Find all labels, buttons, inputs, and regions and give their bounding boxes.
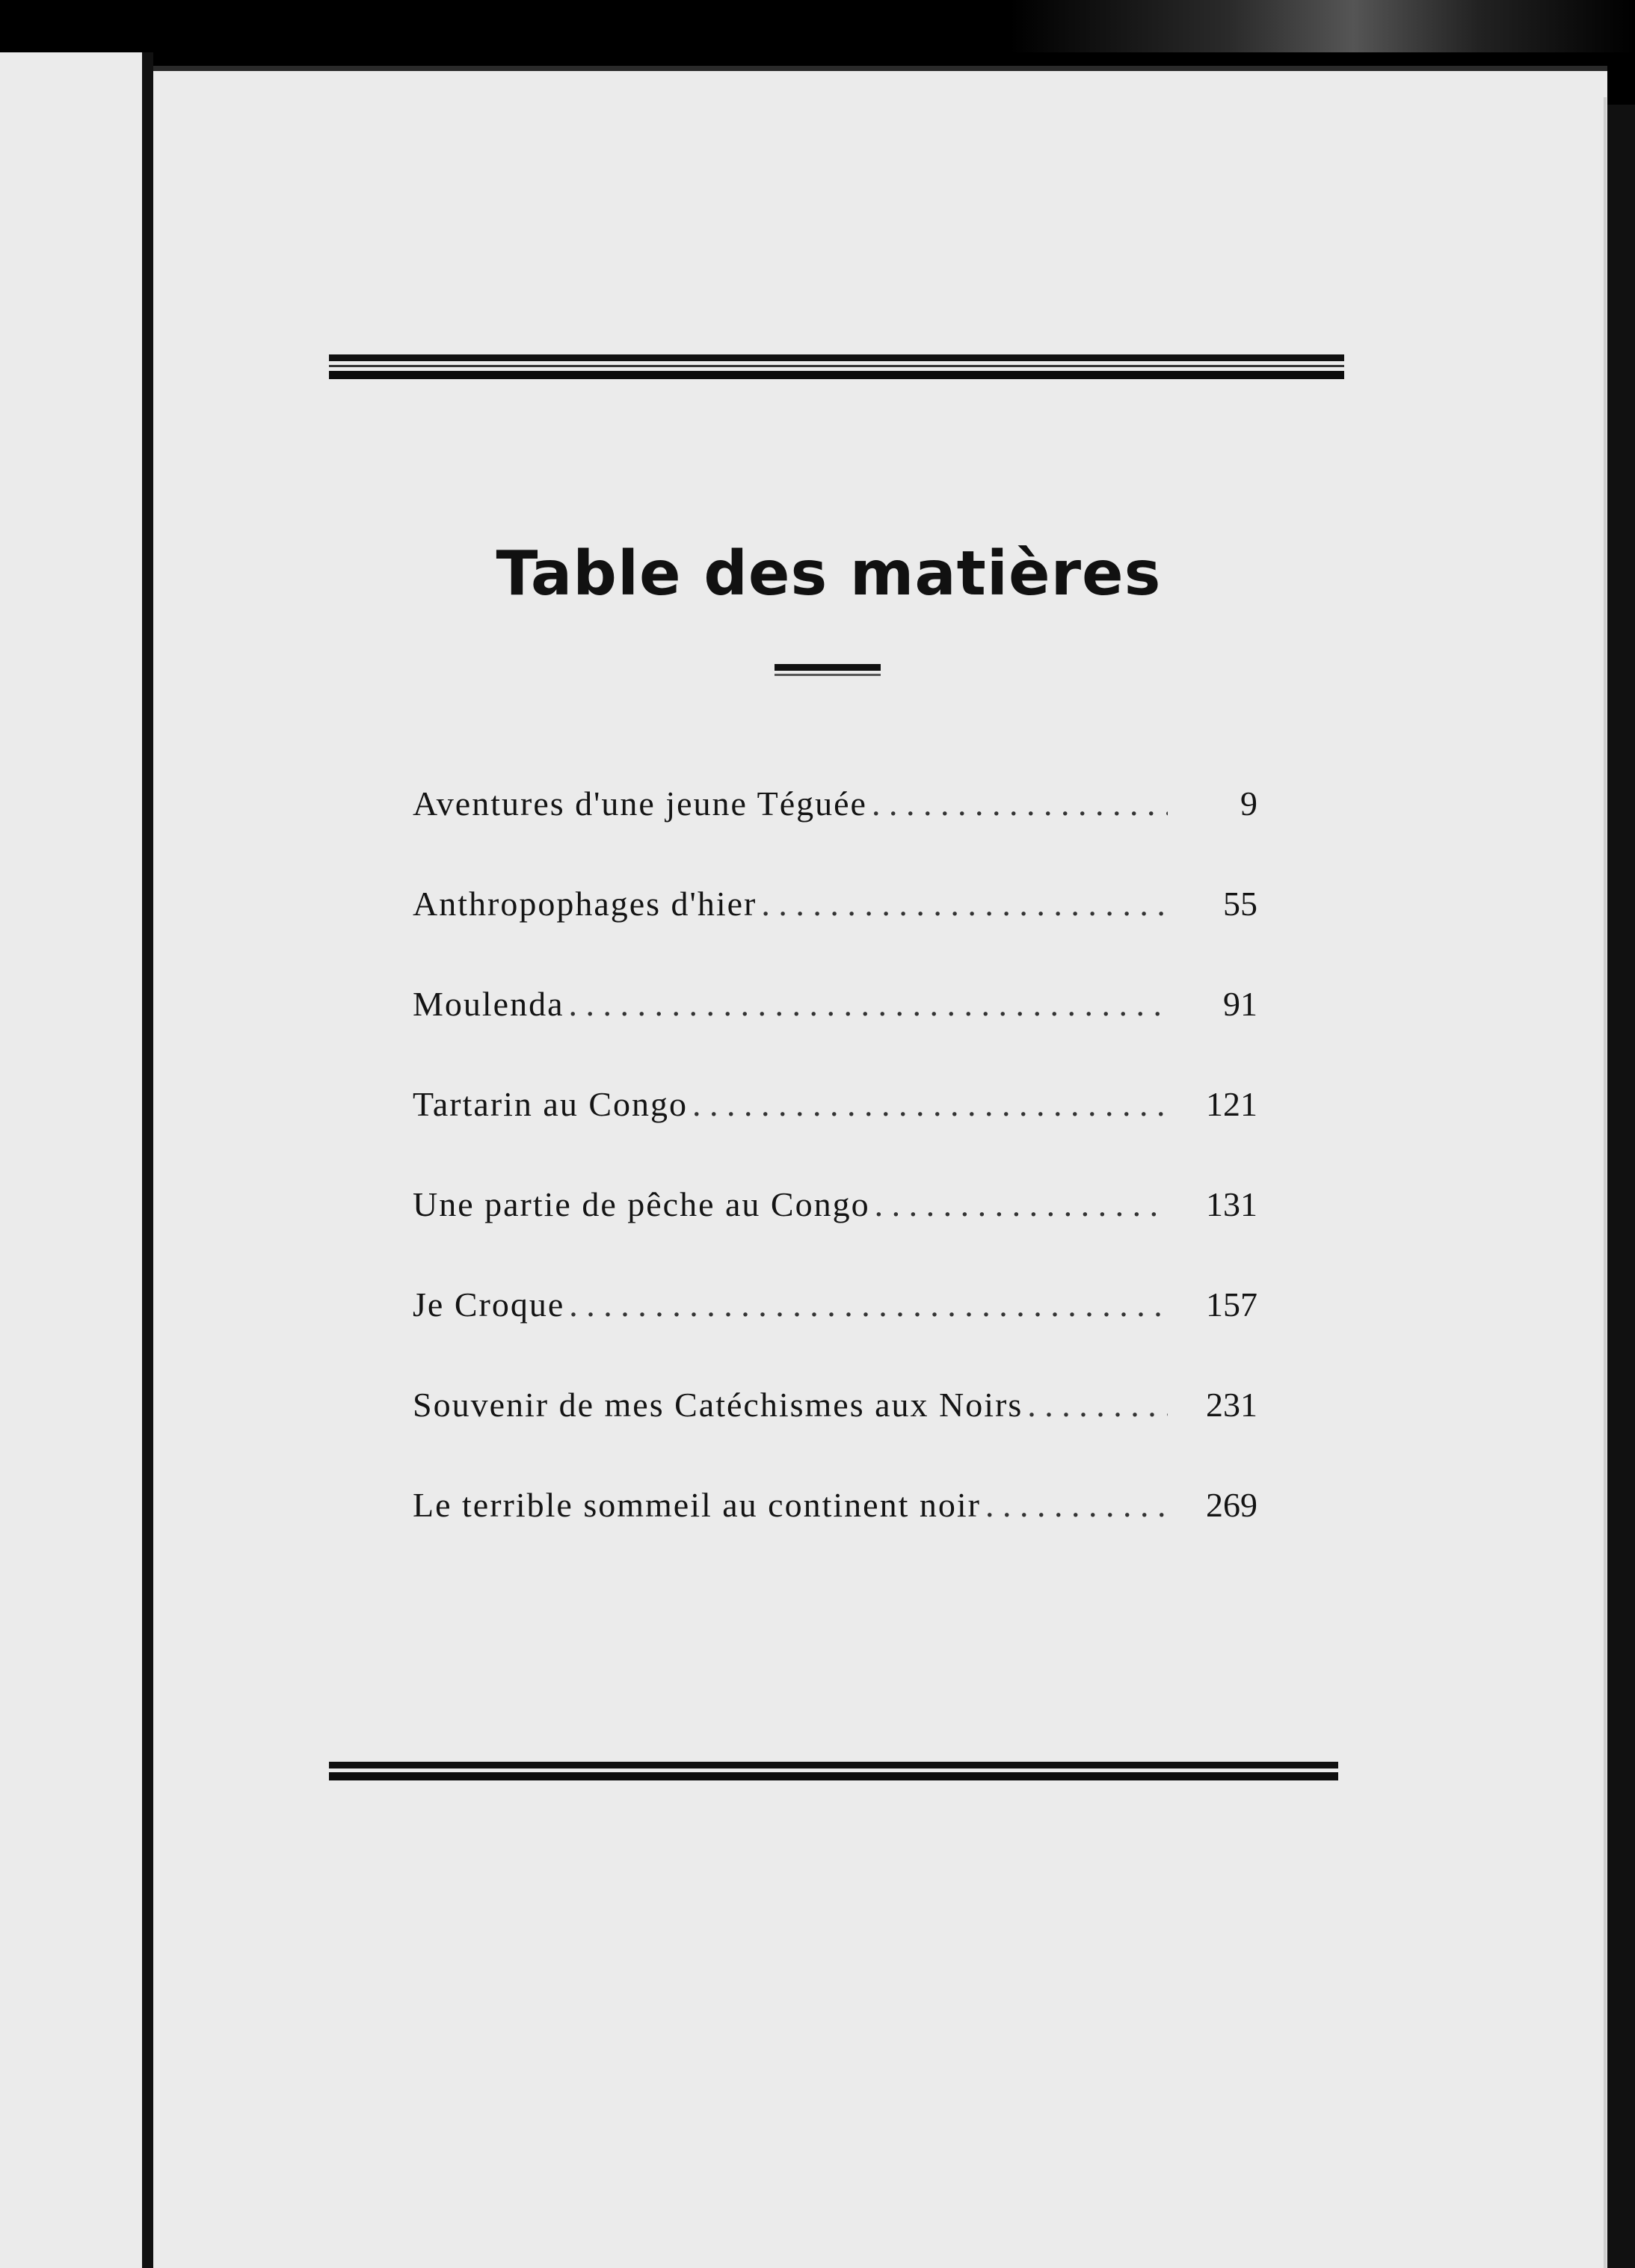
book-gutter [142, 52, 153, 2268]
toc-entry-title: Moulenda [413, 985, 564, 1023]
dot-leader [1027, 1385, 1168, 1425]
toc-entry-title: Le terrible sommeil au continent noir [413, 1486, 981, 1524]
toc-entry [413, 984, 1257, 1084]
scan-smudge [1009, 0, 1635, 52]
toc-entry-page: 131 [1206, 1185, 1257, 1223]
toc-entry-title: Tartarin au Congo [413, 1085, 689, 1123]
dot-leader [569, 1285, 1168, 1324]
table-of-contents [413, 784, 1257, 1585]
toc-entry [413, 1385, 1257, 1485]
toc-entry [413, 1184, 1257, 1285]
dot-leader [875, 1184, 1168, 1224]
dot-leader [872, 784, 1168, 823]
toc-entry-page: 269 [1206, 1486, 1257, 1524]
toc-entry-page: 157 [1206, 1285, 1257, 1324]
dot-leader [692, 1084, 1168, 1124]
toc-entry-page: 9 [1240, 784, 1257, 823]
toc-entry-title: Souvenir de mes Catéchismes aux Noirs [413, 1386, 1023, 1424]
dot-leader [761, 884, 1168, 924]
toc-entry-page: 91 [1223, 985, 1257, 1023]
page-title: Table des matières [496, 538, 1162, 609]
page-right-edge [1604, 97, 1607, 2268]
dot-leader [985, 1485, 1168, 1525]
toc-entry-page: 231 [1206, 1386, 1257, 1424]
toc-entry [413, 1285, 1257, 1385]
title-underline [775, 664, 881, 676]
toc-entry-title: Aventures d'une jeune Téguée [413, 784, 867, 823]
toc-entry [413, 1485, 1257, 1585]
top-ornamental-rule [329, 354, 1344, 379]
toc-entry [413, 1084, 1257, 1184]
toc-entry-title: Anthropophages d'hier [413, 885, 757, 923]
toc-entry [413, 884, 1257, 984]
toc-entry-title: Une partie de pêche au Congo [413, 1185, 870, 1223]
toc-entry-page: 121 [1206, 1085, 1257, 1123]
scan-border-right [1607, 105, 1635, 2268]
toc-entry-title: Je Croque [413, 1285, 565, 1324]
bottom-ornamental-rule [329, 1762, 1338, 1780]
toc-entry [413, 784, 1257, 884]
facing-page-edge [0, 52, 142, 2268]
dot-leader [569, 984, 1168, 1024]
toc-entry-page: 55 [1223, 885, 1257, 923]
